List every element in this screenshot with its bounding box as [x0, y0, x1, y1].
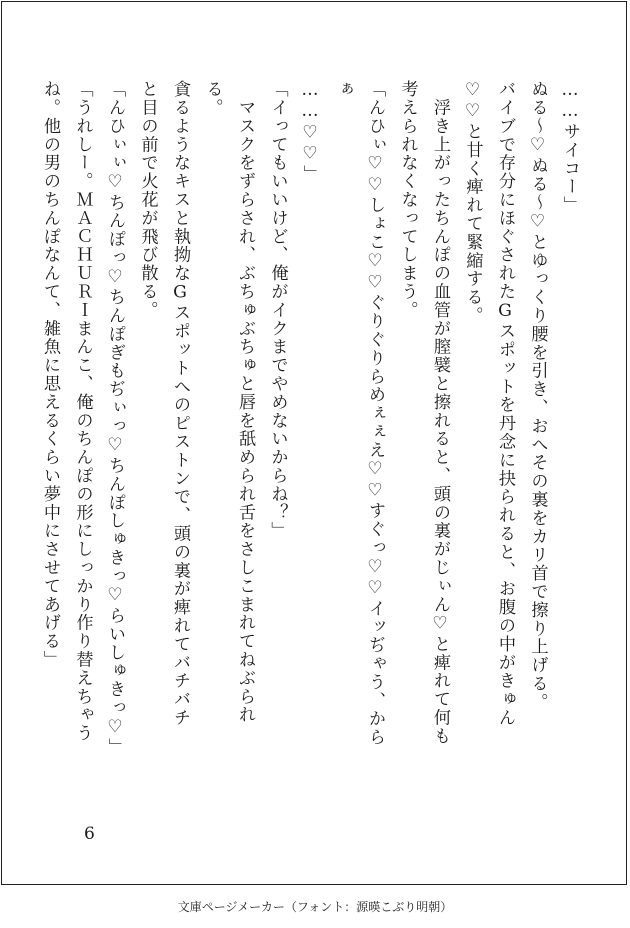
text-line: 「イってもいいけど、俺がイクまでやめないからね？」	[267, 80, 288, 540]
page-frame	[1, 1, 627, 885]
text-line: ……♡♡」	[300, 80, 320, 184]
text-line: ♡♡と甘く痺れて緊縮する。	[462, 80, 483, 325]
page-number: 6	[84, 824, 95, 844]
text-line: 考えられなくなってしまう。	[397, 80, 418, 320]
text-line: ね。他の男のちんぽなんて、雑魚に思えるくらい夢中にさせてあげる」	[40, 80, 60, 669]
text-line: 「うれしー。ＭＡＣＨＵＲＩまんこ、俺のちんぽの形にしっかり作り替えちゃう	[72, 80, 93, 743]
footer-credit: 文庫ページメーカー（フォント：源暎こぶり明朝）	[177, 900, 453, 914]
text-line: と目の前で火花が飛び散る。	[137, 80, 158, 320]
text-line: ……サイコー」	[560, 80, 580, 215]
text-line: 貪るようなキスと執拗なGスポットへのピストンで、頭の裏が痺れてバチバチ	[170, 80, 190, 727]
text-line: ぬる〜♡ぬる〜♡とゆっくり腰を引き、おへその裏をカリ首で擦り上げる。	[527, 80, 548, 712]
text-line: バイブで存分にほぐされたGスポットを丹念に抉られると、お腹の中がきゅん	[495, 80, 515, 727]
body-text	[34, 80, 587, 760]
text-line: 「んひぃ♡♡しょこ♡♡ぐりぐりらめぇぇえ♡♡すぐっ♡♡イッぢゃう、からぁ	[332, 80, 385, 747]
text-line: 「んひぃぃ♡ちんぽっ♡ちんぽぎもぢぃっ♡ちんぽしゅきっ♡らいしゅきっ♡」	[105, 80, 125, 757]
text-line: 浮き上がったちんぽの血管が膣襞と擦れると、頭の裏がじぃん♡と痺れて何も	[430, 80, 450, 746]
text-line: マスクをずらされ、ぶちゅぶちゅと唇を舐められ舌をさしこまれてねぶられる。	[202, 80, 255, 724]
